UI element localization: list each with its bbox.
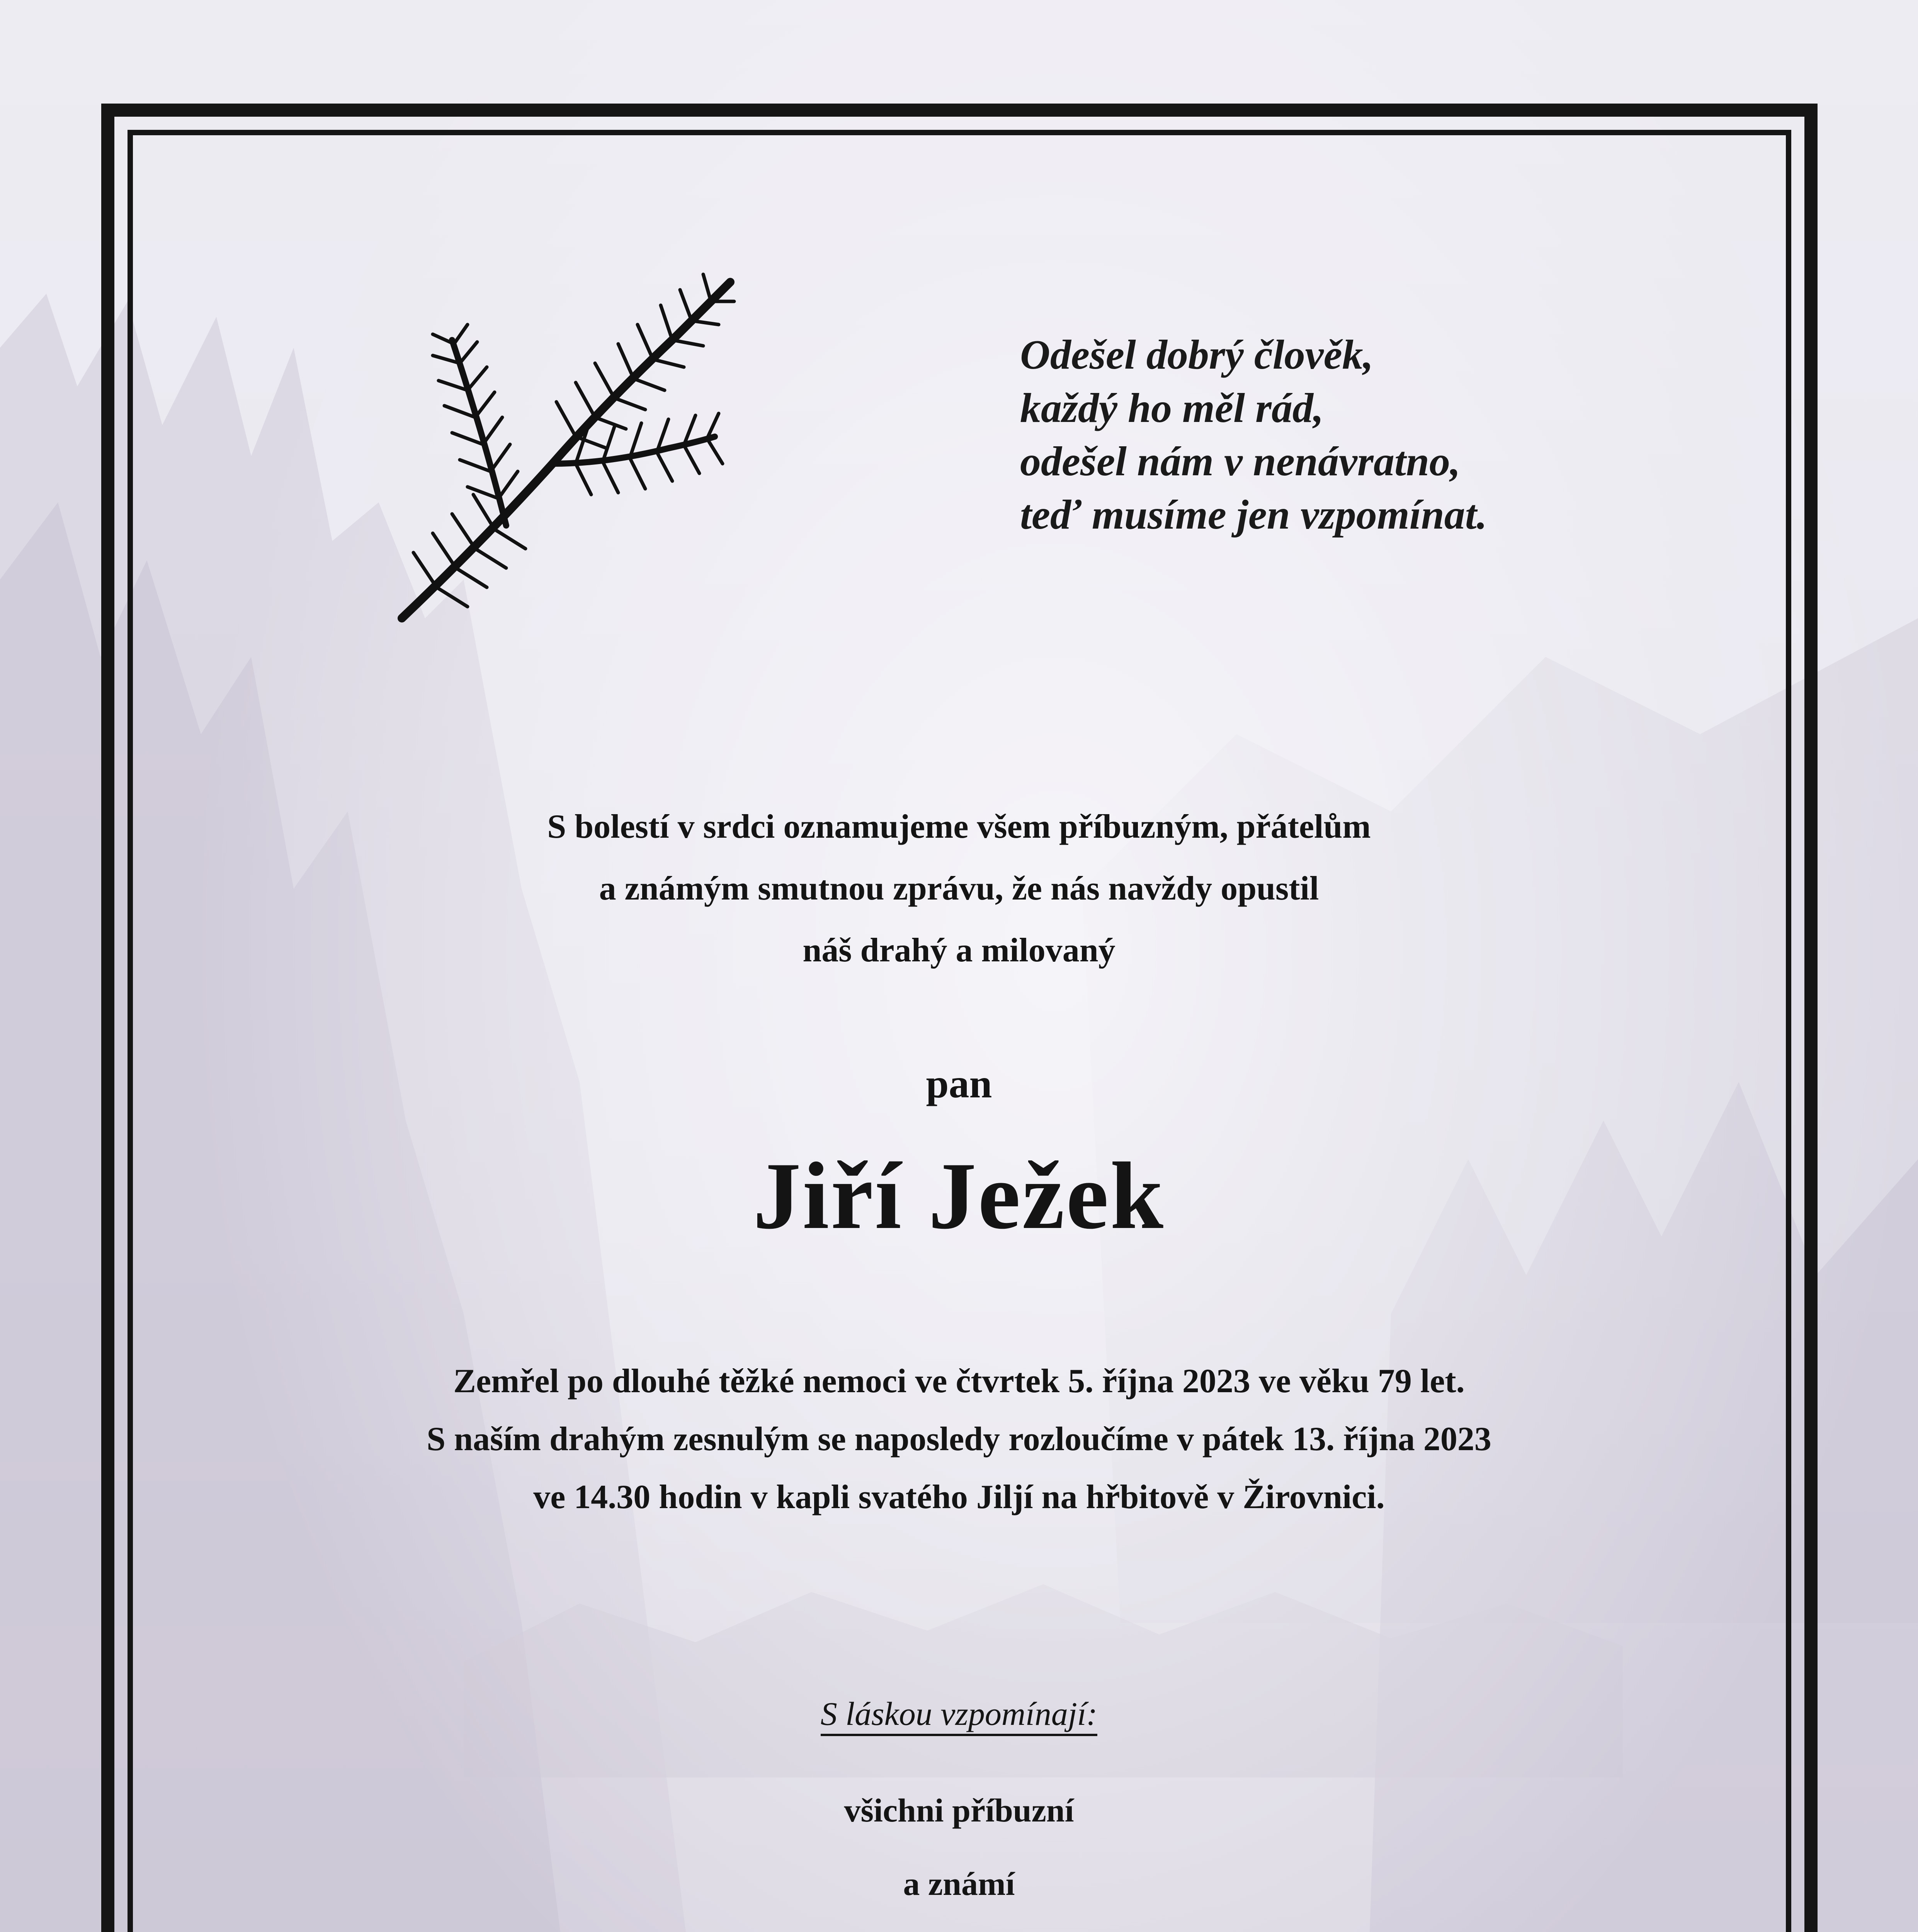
announcement-line: a známým smutnou zprávu, že nás navždy opustil — [599, 870, 1319, 907]
mourners-line-1: všichni příbuzní — [844, 1792, 1074, 1829]
announcement-line: náš drahý a milovaný — [803, 932, 1115, 969]
deceased-name: Jiří Ježek — [753, 1143, 1165, 1249]
poem-line: Odešel dobrý člověk, — [1020, 332, 1374, 378]
mourners-line-2: a známí — [903, 1865, 1015, 1902]
deceased-title: pan — [926, 1061, 992, 1106]
poem-line: každý ho měl rád, — [1020, 385, 1324, 431]
death-and-funeral-notice — [0, 1352, 1918, 1526]
notice-line: Zemřel po dlouhé těžké nemoci ve čtvrtek 5. října 2023 ve věku 79 let. — [453, 1362, 1465, 1400]
notice-line: S naším drahým zesnulým se naposledy rozloučíme v pátek 13. října 2023 — [427, 1420, 1491, 1458]
mourners-heading-row — [0, 1692, 1918, 1735]
poem-line: odešel nám v nenávratno, — [1020, 439, 1461, 485]
notice-line: ve 14.30 hodin v kapli svatého Jiljí na hřbitově v Žirovnici. — [533, 1478, 1385, 1516]
announcement-line: S bolestí v srdci oznamujeme všem příbuzným, přátelům — [547, 808, 1371, 845]
poem-line: teď musíme jen vzpomínat. — [1020, 492, 1487, 538]
spruce-branch-icon — [390, 247, 753, 634]
mourners-heading: S láskou vzpomínají: — [821, 1695, 1098, 1736]
memorial-poem — [1020, 328, 1638, 542]
announcement-text — [0, 796, 1918, 981]
